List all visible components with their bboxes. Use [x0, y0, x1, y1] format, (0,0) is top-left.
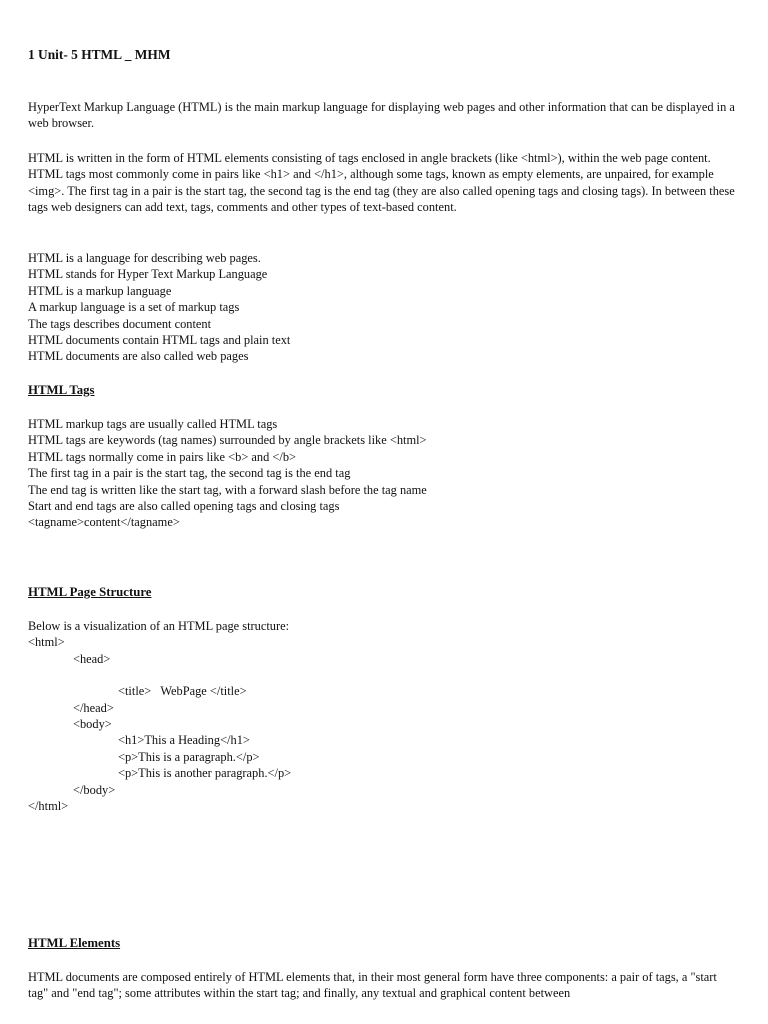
- code-line-body-open: <body>: [73, 717, 112, 732]
- intro-line: HTML is a markup language: [28, 283, 172, 298]
- code-line-html-close: </html>: [28, 799, 69, 814]
- section-heading-page-structure: HTML Page Structure: [28, 585, 152, 599]
- tags-line: <tagname>content</tagname>: [28, 515, 180, 530]
- code-line-head-close: </head>: [73, 700, 114, 715]
- elements-paragraph-1: HTML documents are composed entirely of HTML elements that, in their most general form have three components: a pair of tags, a "start tag" and "end tag"; some attributes within the start tag; and finally, any textual and graphical content between: [28, 970, 717, 1001]
- document-title: 1 Unit- 5 HTML _ MHM: [28, 47, 171, 62]
- structure-code-block: [28, 618, 740, 814]
- intro-line: HTML stands for Hyper Text Markup Language: [28, 267, 268, 282]
- code-line-body-close: </body>: [73, 782, 116, 797]
- intro-line: HTML is a language for describing web pages.: [28, 251, 261, 265]
- code-line-title: <title> WebPage </title>: [118, 684, 247, 699]
- tags-list: [28, 416, 740, 531]
- tags-line: HTML tags are keywords (tag names) surrounded by angle brackets like <html>: [28, 433, 427, 448]
- tags-line: HTML markup tags are usually called HTML tags: [28, 417, 278, 431]
- intro-line: HTML documents contain HTML tags and plain text: [28, 333, 291, 348]
- code-blank-line: [28, 667, 740, 683]
- code-line-h1: <h1>This a Heading</h1>: [118, 733, 250, 748]
- tags-line: The first tag in a pair is the start tag, the second tag is the end tag: [28, 466, 351, 481]
- tags-line: The end tag is written like the start tag, with a forward slash before the tag name: [28, 482, 427, 497]
- code-line-p1: <p>This is a paragraph.</p>: [118, 749, 260, 764]
- intro-paragraph-2: HTML is written in the form of HTML elements consisting of tags enclosed in angle brackets (like <html>), within the web page content. HTML tags most commonly come in pairs like <h1> and </h1>, although some tags, known as empty elements, are unpaired, for example <img>. The first tag in a pair is the start tag, the second tag is the end tag (they are also called opening tags and closing tags). In between these tags web designers can add text, tags, comments and other types of text-based content.: [28, 151, 735, 215]
- code-line-head-open: <head>: [73, 651, 111, 666]
- intro-line: A markup language is a set of markup tags: [28, 300, 240, 315]
- structure-intro: Below is a visualization of an HTML page structure:: [28, 619, 290, 633]
- intro-line: The tags describes document content: [28, 316, 212, 331]
- intro-paragraph-1: HyperText Markup Language (HTML) is the main markup language for displaying web pages and other information that can be displayed in a web browser.: [28, 100, 735, 131]
- intro-list: [28, 250, 740, 365]
- section-heading-html-elements: HTML Elements: [28, 936, 121, 950]
- intro-line: HTML documents are also called web pages: [28, 349, 249, 364]
- code-line-html-open: <html>: [28, 635, 65, 650]
- tags-line: HTML tags normally come in pairs like <b> and </b>: [28, 449, 297, 464]
- code-line-p2: <p>This is another paragraph.</p>: [118, 766, 292, 781]
- tags-line: Start and end tags are also called opening tags and closing tags: [28, 499, 340, 514]
- section-heading-html-tags: HTML Tags: [28, 383, 95, 397]
